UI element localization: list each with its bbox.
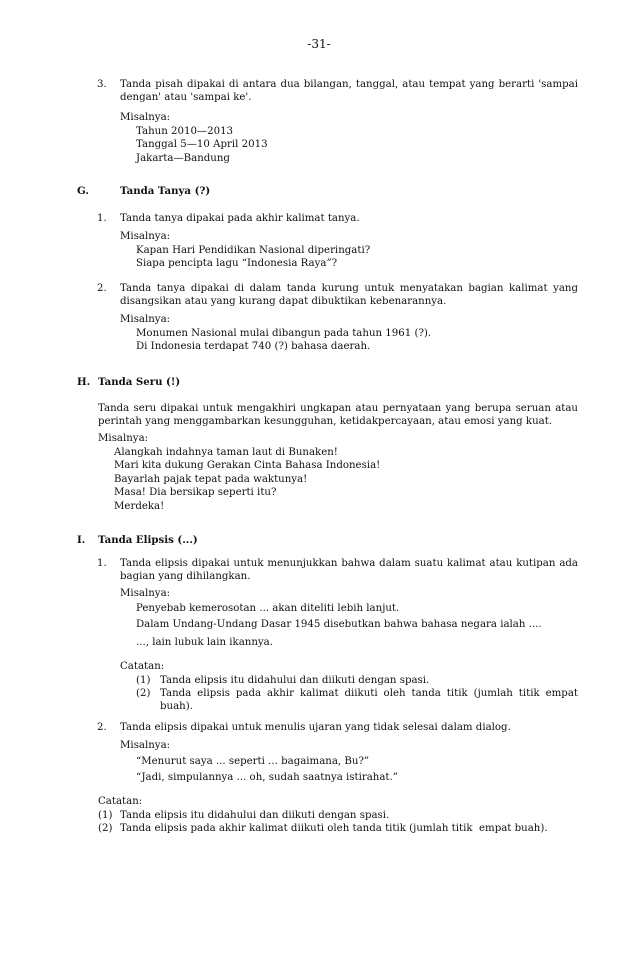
example-line: Siapa pencipta lagu “Indonesia Raya”? [136,258,338,270]
i-catatan: Catatan: [98,796,143,807]
i-item1-note1-text: Tanda elipsis itu didahului dan diikuti dengan spasi. [160,675,430,686]
example-line: Tanggal 5—10 April 2013 [136,139,268,151]
i-note2-text: Tanda elipsis pada akhir kalimat diikuti oleh tanda titik (jumlah titik empat buah). [120,823,548,834]
g-item1-number: 1. [97,213,107,224]
example-line: Monumen Nasional mulai dibangun pada tahun 1961 (?). [136,328,432,339]
item3-text: Tanda pisah dipakai di antara dua bilangan, tanggal, atau tempat yang berarti 'sampai dengan' atau 'sampai ke'. [120,79,578,104]
example-line: Merdeka! [114,500,165,512]
example-line: Di Indonesia terdapat 740 (?) bahasa daerah. [136,341,371,353]
i-item1-example-1: Penyebab kemerosotan ... akan diteliti lebih lanjut. [136,603,400,614]
i-item1-example-2: Dalam Undang-Undang Dasar 1945 disebutkan bahwa bahasa negara ialah .... [136,619,542,630]
section-g-title: Tanda Tanya (?) [120,185,211,197]
i-item2-number: 2. [97,722,107,733]
i-item1-note2-text: Tanda elipsis pada akhir kalimat diikuti oleh tanda titik (jumlah titik empat buah). [160,688,578,713]
h-misalnya: Misalnya: [98,433,149,444]
g-item1-text: Tanda tanya dipakai pada akhir kalimat tanya. [120,213,360,224]
i-note2-number: (2) [98,823,113,834]
i-item1-text: Tanda elipsis dipakai untuk menunjukkan bahwa dalam suatu kalimat atau kutipan ada bagian yang dihilangkan. [120,558,578,583]
example-line: Kapan Hari Pendidikan Nasional diperingati? [136,245,371,256]
item3-misalnya: Misalnya: [120,112,171,123]
section-h-letter: H. [77,376,91,388]
item3-examples [136,125,268,165]
example-line: Alangkah indahnya taman laut di Bunaken! [114,447,338,458]
item3-number: 3. [97,79,107,90]
g-item1-misalnya: Misalnya: [120,231,171,242]
g-item2-text: Tanda tanya dipakai di dalam tanda kurung untuk menyatakan bagian kalimat yang disangsikan atau yang kurang dapat dibuktikan kebenarannya. [120,283,578,308]
section-g-letter: G. [77,185,89,197]
i-note1-text: Tanda elipsis itu didahului dan diikuti dengan spasi. [120,810,390,821]
section-i-letter: I. [77,534,86,546]
example-line: Bayarlah pajak tepat pada waktunya! [114,473,308,485]
h-text: Tanda seru dipakai untuk mengakhiri ungkapan atau pernyataan yang berupa seruan atau perintah yang menggambarkan kesungguhan, ketidakpercayaan, atau emosi yang kuat. [98,403,578,428]
i-item1-number: 1. [97,558,107,569]
i-item1-misalnya: Misalnya: [120,588,171,599]
g-item2-misalnya: Misalnya: [120,314,171,325]
g-item1-examples [136,244,370,271]
example-line: Tahun 2010—2013 [136,126,234,137]
h-examples [114,446,380,513]
i-item1-note2-number: (2) [136,688,151,699]
i-item2-misalnya: Misalnya: [120,740,171,751]
i-note1-number: (1) [98,810,113,821]
i-item1-example-3: ..., lain lubuk lain ikannya. [136,637,273,648]
i-item2-example-2: “Jadi, simpulannya ... oh, sudah saatnya istirahat.” [136,772,398,783]
example-line: Mari kita dukung Gerakan Cinta Bahasa Indonesia! [114,460,381,472]
g-item2-number: 2. [97,283,107,294]
g-item2-examples [136,327,431,354]
page-number: -31- [307,37,331,51]
i-item2-example-1: “Menurut saya ... seperti ... bagaimana, Bu?” [136,756,370,767]
i-item1-catatan: Catatan: [120,661,165,672]
i-item1-note1-number: (1) [136,675,151,686]
example-line: Masa! Dia bersikap seperti itu? [114,487,277,499]
section-i-title: Tanda Elipsis (...) [98,534,198,546]
section-h-title: Tanda Seru (!) [98,376,181,388]
example-line: Jakarta—Bandung [136,152,230,164]
i-item2-text: Tanda elipsis dipakai untuk menulis ujaran yang tidak selesai dalam dialog. [120,722,511,733]
